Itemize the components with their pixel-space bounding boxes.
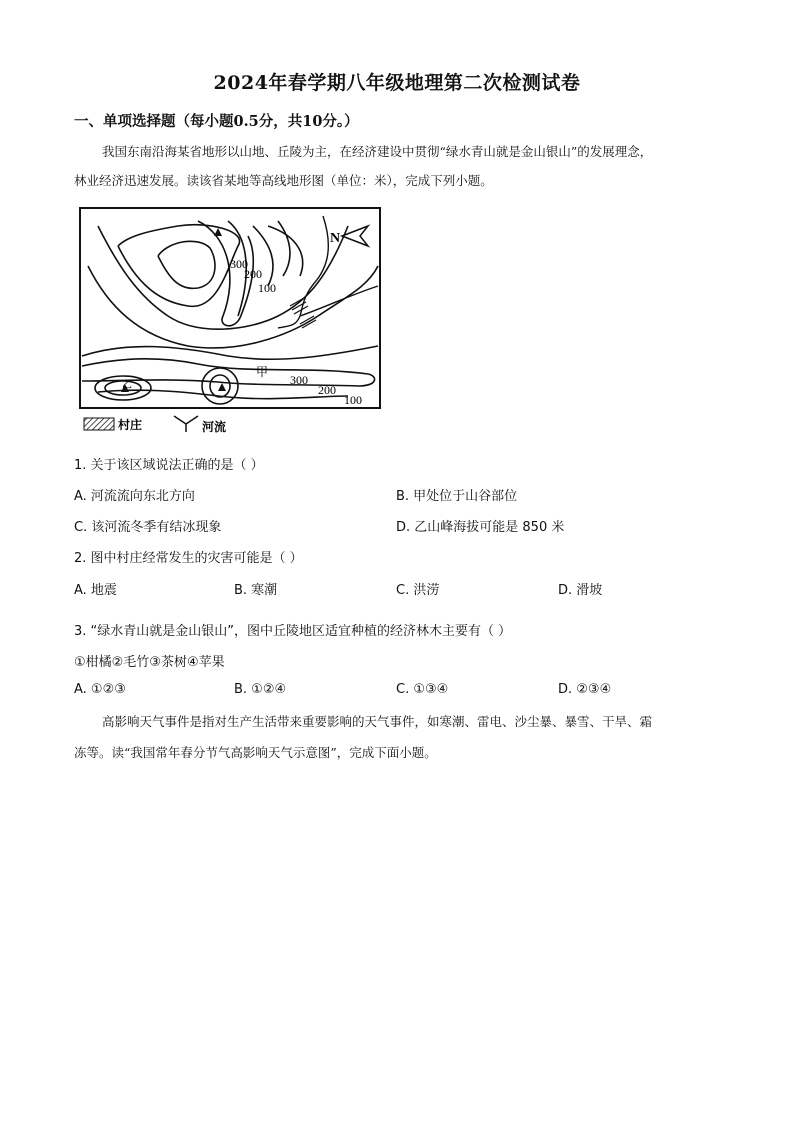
question-1-option-c[interactable]: C. 该河流冬季有结冰现象: [74, 520, 222, 535]
contour-line: [88, 266, 378, 348]
contour-line: [98, 390, 348, 399]
contour-label-100: 100: [258, 281, 276, 295]
question-3-option-a[interactable]: A. ①②③: [74, 682, 126, 697]
place-jia: 甲: [256, 365, 269, 379]
contour-line: [210, 375, 230, 397]
passage-2-line-2: 冻等。读“我国常年春分节气高影响天气示意图”，完成下面小题。: [74, 745, 437, 760]
contour-map-svg: [78, 206, 383, 440]
north-arrow-icon: [342, 226, 368, 246]
contour-line: [158, 241, 215, 288]
question-1-option-d[interactable]: D. 乙山峰海拔可能是 850 米: [396, 520, 565, 535]
contour-line: [278, 221, 290, 276]
contour-line: [82, 346, 378, 359]
intro-line-1: 我国东南沿海某省地形以山地、丘陵为主，在经济建设中贯彻“绿水青山就是金山银山”的发展理念，: [102, 144, 653, 159]
contour-line: [118, 225, 240, 307]
page-title: 2024年春学期八年级地理第二次检测试卷: [213, 72, 581, 94]
contour-line: [202, 368, 238, 404]
legend-river-label: 河流: [202, 420, 227, 434]
legend-village-label: 村庄: [118, 418, 143, 432]
place-yi: 乙: [122, 380, 132, 391]
question-1-option-a[interactable]: A. 河流流向东北方向: [74, 489, 195, 504]
legend-village-swatch: [84, 418, 114, 430]
question-3-subitems: ①柑橘②毛竹③茶树④苹果: [74, 655, 225, 670]
passage-2-line-1: 高影响天气事件是指对生产生活带来重要影响的天气事件，如寒潮、雷电、沙尘暴、暴雪、干旱、霜: [102, 714, 653, 729]
contour-label-100: 100: [344, 393, 362, 407]
question-3-option-d[interactable]: D. ②③④: [558, 682, 612, 697]
contour-map: [78, 206, 383, 440]
contour-label-200: 200: [318, 383, 336, 397]
contour-label-300: 300: [290, 373, 308, 387]
question-2-option-d[interactable]: D. 滑坡: [558, 583, 603, 598]
intro-line-2: 林业经济迅速发展。读该省某地等高线地形图（单位：米），完成下列小题。: [74, 173, 493, 188]
north-label: N: [330, 231, 341, 246]
section-title: 一、单项选择题（每小题0.5分，共10分。）: [74, 113, 359, 130]
peak-symbol: [218, 383, 226, 391]
contour-label-200: 200: [244, 267, 262, 281]
question-1-stem: 1. 关于该区域说法正确的是（ ）: [74, 458, 264, 473]
question-2-stem: 2. 图中村庄经常发生的灾害可能是（ ）: [74, 551, 303, 566]
question-2-option-b[interactable]: B. 寒潮: [234, 583, 278, 598]
contour-label-300: 300: [230, 257, 248, 271]
question-3-option-b[interactable]: B. ①②④: [234, 682, 287, 697]
question-3-option-c[interactable]: C. ①③④: [396, 682, 449, 697]
question-2-option-a[interactable]: A. 地震: [74, 583, 117, 598]
question-2-option-c[interactable]: C. 洪涝: [396, 583, 440, 598]
question-1-option-b[interactable]: B. 甲处位于山谷部位: [396, 489, 518, 504]
legend-river-icon: [174, 416, 198, 432]
peak-symbol: [214, 228, 222, 236]
question-3-stem: 3. “绿水青山就是金山银山”，图中丘陵地区适宜种植的经济林木主要有（ ）: [74, 624, 512, 639]
